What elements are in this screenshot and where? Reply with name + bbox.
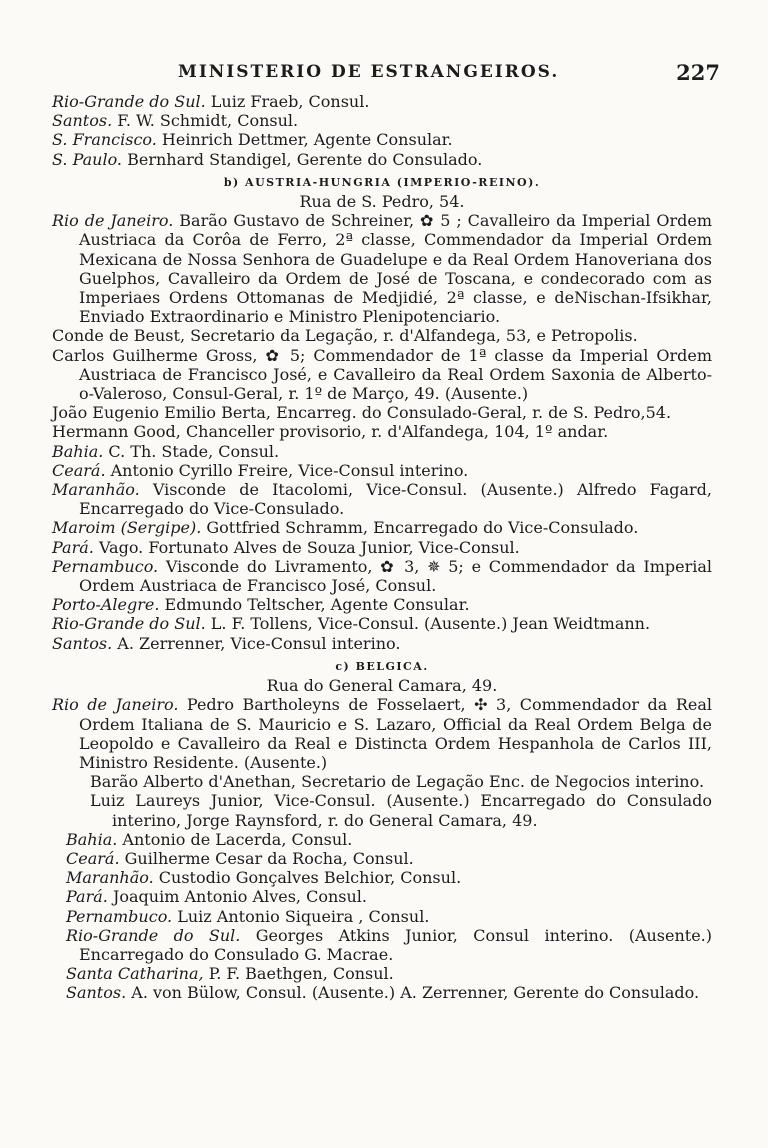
entry-text: F. W. Schmidt, Consul. [112, 111, 299, 131]
entry [52, 926, 712, 964]
entry [52, 830, 712, 849]
entry-text: A. von Bülow, Consul. (Ausente.) A. Zerrenner, Gerente do Consulado. [126, 983, 700, 1003]
page-number: 227 [676, 60, 720, 85]
entry-text: João Eugenio Emilio Berta, Encarreg. do Consulado-Geral, r. de S. Pedro,54. [52, 403, 672, 423]
entry-location: Rio-Grande do Sul. [52, 92, 206, 111]
entry-location: Ceará. [52, 460, 106, 480]
entry-text: Edmundo Teltscher, Agente Consular. [159, 595, 470, 615]
entry-location: Pernambuco. [66, 906, 173, 926]
entry [52, 695, 712, 772]
entry-location: Pará. [66, 887, 108, 907]
entry [52, 849, 712, 868]
entry-text: Joaquim Antonio Alves, Consul. [107, 887, 367, 907]
entry-text: Antonio Cyrillo Freire, Vice-Consul interino. [105, 460, 469, 480]
entry-location: Maranhão. [52, 480, 140, 500]
entry-location: Rio-Grande do Sul. [66, 925, 241, 945]
entry [52, 983, 712, 1002]
entry-text: Custodio Gonçalves Belchior, Consul. [153, 868, 462, 888]
entry-location: Santos. [52, 633, 113, 653]
entry-location: Rio de Janeiro. [52, 695, 179, 715]
page-body [52, 92, 712, 1003]
section-label: b) AUSTRIA-HUNGRIA (IMPERIO-REINO). [223, 175, 541, 189]
entry-location: Maroim (Sergipe). [52, 518, 202, 538]
entry [52, 614, 712, 633]
entry-text: Barão Alberto d'Anethan, Secretario de Legação Enc. de Negocios interino. [90, 772, 705, 792]
entry [52, 595, 712, 614]
entry [52, 150, 712, 169]
entry-location: Maranhão. [66, 868, 154, 888]
entry-location: S. Paulo. [52, 149, 123, 169]
entry-location: Pernambuco. [52, 556, 159, 576]
entry-location: Ceará. [66, 848, 120, 868]
entry-text: Luiz Antonio Siqueira , Consul. [172, 906, 430, 926]
entry-text: Gottfried Schramm, Encarregado do Vice-Consulado. [201, 518, 639, 538]
entry [52, 92, 712, 111]
entry-text: Georges Atkins Junior, Consul interino. (Ausente.) Encarregado do Consulado G. Macrae. [79, 925, 713, 964]
entry-text: Heinrich Dettmer, Agente Consular. [156, 130, 453, 150]
entry-text: Barão Gustavo de Schreiner, ✿ 5 ; Cavalleiro da Imperial Ordem Austriaca da Corôa de Ferro, 2ª classe, Commendador da Imperial Ordem Mexicana de Nossa Senhora de Guadelupe e da Real Ordem Hanoveriana dos Guelphos, Cavalleiro da Ordem de José de Toscana, e condecorado com as Imperiaes Ordens Ottomanas de Medjidié, 2ª classe, e deNischan-Ifsikhar, Enviado Extraordinario e Ministro Plenipotenciario. [79, 211, 713, 327]
entry-text: Pedro Bartholeyns de Fosselaert, ✣ 3, Commendador da Real Ordem Italiana de S. Mauricio e S. Lazaro, Official da Real Ordem Belga de Leopoldo e Cavalleiro da Real e Distincta Ordem Hespanhola de Carlos III, Ministro Residente. (Ausente.) [79, 695, 713, 772]
entry-location: Santos. [52, 111, 113, 131]
entry [52, 887, 712, 906]
entry [52, 964, 712, 983]
entry-location: Santa Catharina, [66, 964, 204, 984]
entry-text: Hermann Good, Chanceller provisorio, r. d'Alfandega, 104, 1º andar. [52, 422, 609, 442]
entry [52, 211, 712, 326]
section-heading-belgica [52, 655, 712, 676]
entry [52, 791, 712, 829]
entry-text: Vago. Fortunato Alves de Souza Junior, Vice-Consul. [93, 537, 520, 557]
entry-text: Visconde do Livramento, ✿ 3, ✵ 5; e Commendador da Imperial Ordem Austriaca de Francisco José, Consul. [79, 556, 712, 596]
running-title: MINISTERIO DE ESTRANGEIROS. [178, 62, 560, 82]
entry [52, 480, 712, 518]
entry-text: Luiz Fraeb, Consul. [205, 92, 370, 111]
entry-text: Bernhard Standigel, Gerente do Consulado. [122, 149, 483, 169]
entry-text: Carlos Guilherme Gross, ✿ 5; Commendador de 1ª classe da Imperial Ordem Austriaca de Francisco José, e Cavalleiro da Real Ordem Saxonia de Alberto-o-Valeroso, Consul-Geral, r. 1º de Março, 49. (Ausente.) [52, 345, 712, 404]
entry-text: L. F. Tollens, Vice-Consul. (Ausente.) Jean Weidtmann. [205, 614, 651, 634]
entry-text: Antonio de Lacerda, Consul. [117, 829, 353, 849]
entry [52, 557, 712, 595]
entry-text: Luiz Laureys Junior, Vice-Consul. (Ausente.) Encarregado do Consulado interino, Jorge Raynsford, r. do General Camara, 49. [90, 791, 712, 830]
entry-location: Rio de Janeiro. [52, 211, 174, 231]
entry [52, 868, 712, 887]
entry-location: Bahia. [52, 441, 104, 461]
section-label: c) BELGICA. [335, 659, 429, 673]
entry-text: C. Th. Stade, Consul. [103, 441, 280, 461]
entry [52, 538, 712, 557]
entry [52, 130, 712, 149]
entry [52, 461, 712, 480]
entry [52, 111, 712, 130]
entry-text: Visconde de Itacolomi, Vice-Consul. (Ausente.) Alfredo Fagard, Encarregado do Vice-Consulado. [79, 480, 712, 519]
entry-location: S. Francisco. [52, 130, 157, 150]
entry [52, 422, 712, 441]
entry-text: Guilherme Cesar da Rocha, Consul. [119, 848, 414, 868]
entry-location: Santos. [66, 983, 127, 1003]
section-address: Rua do General Camara, 49. [266, 676, 498, 696]
entry [52, 442, 712, 461]
entry [52, 326, 712, 345]
section-heading-austria [52, 171, 712, 192]
entry [52, 772, 712, 791]
entry-text: P. F. Baethgen, Consul. [203, 964, 394, 984]
entry [52, 403, 712, 422]
page-header [60, 62, 720, 88]
entry [52, 907, 712, 926]
entry-text: Conde de Beust, Secretario da Legação, r. d'Alfandega, 53, e Petropolis. [52, 326, 638, 346]
entry [52, 518, 712, 537]
entry-location: Bahia. [66, 829, 118, 849]
entry [52, 346, 712, 404]
entry-location: Rio-Grande do Sul. [52, 614, 206, 634]
entry-location: Porto-Alegre. [52, 595, 160, 615]
section-address: Rua de S. Pedro, 54. [299, 192, 465, 212]
entry-text: A. Zerrenner, Vice-Consul interino. [112, 633, 401, 653]
entry [52, 634, 712, 653]
entry-location: Pará. [52, 537, 94, 557]
